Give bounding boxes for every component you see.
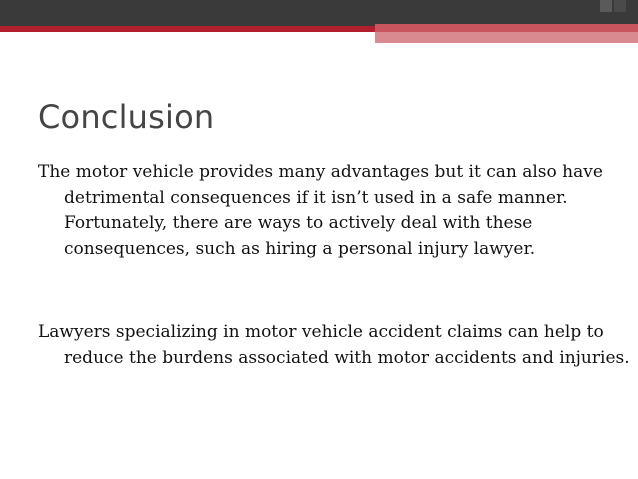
header-accent-block-light: [375, 32, 638, 43]
body-paragraph-1: The motor vehicle provides many advantages but it can also have detrimental consequences if it isn’t used in a safe manner. Fortunately, there are ways to actively deal with these consequences, such as hiring a personal injury lawyer.: [38, 162, 603, 259]
corner-decoration: [600, 0, 612, 12]
header-accent-stripe: [0, 26, 375, 32]
slide-title: Conclusion: [38, 98, 215, 136]
body-paragraph-2: Lawyers specializing in motor vehicle accident claims can help to reduce the burdens associated with motor accidents and injuries.: [38, 322, 630, 368]
header-band: [0, 0, 638, 26]
corner-decoration-2: [614, 0, 626, 12]
